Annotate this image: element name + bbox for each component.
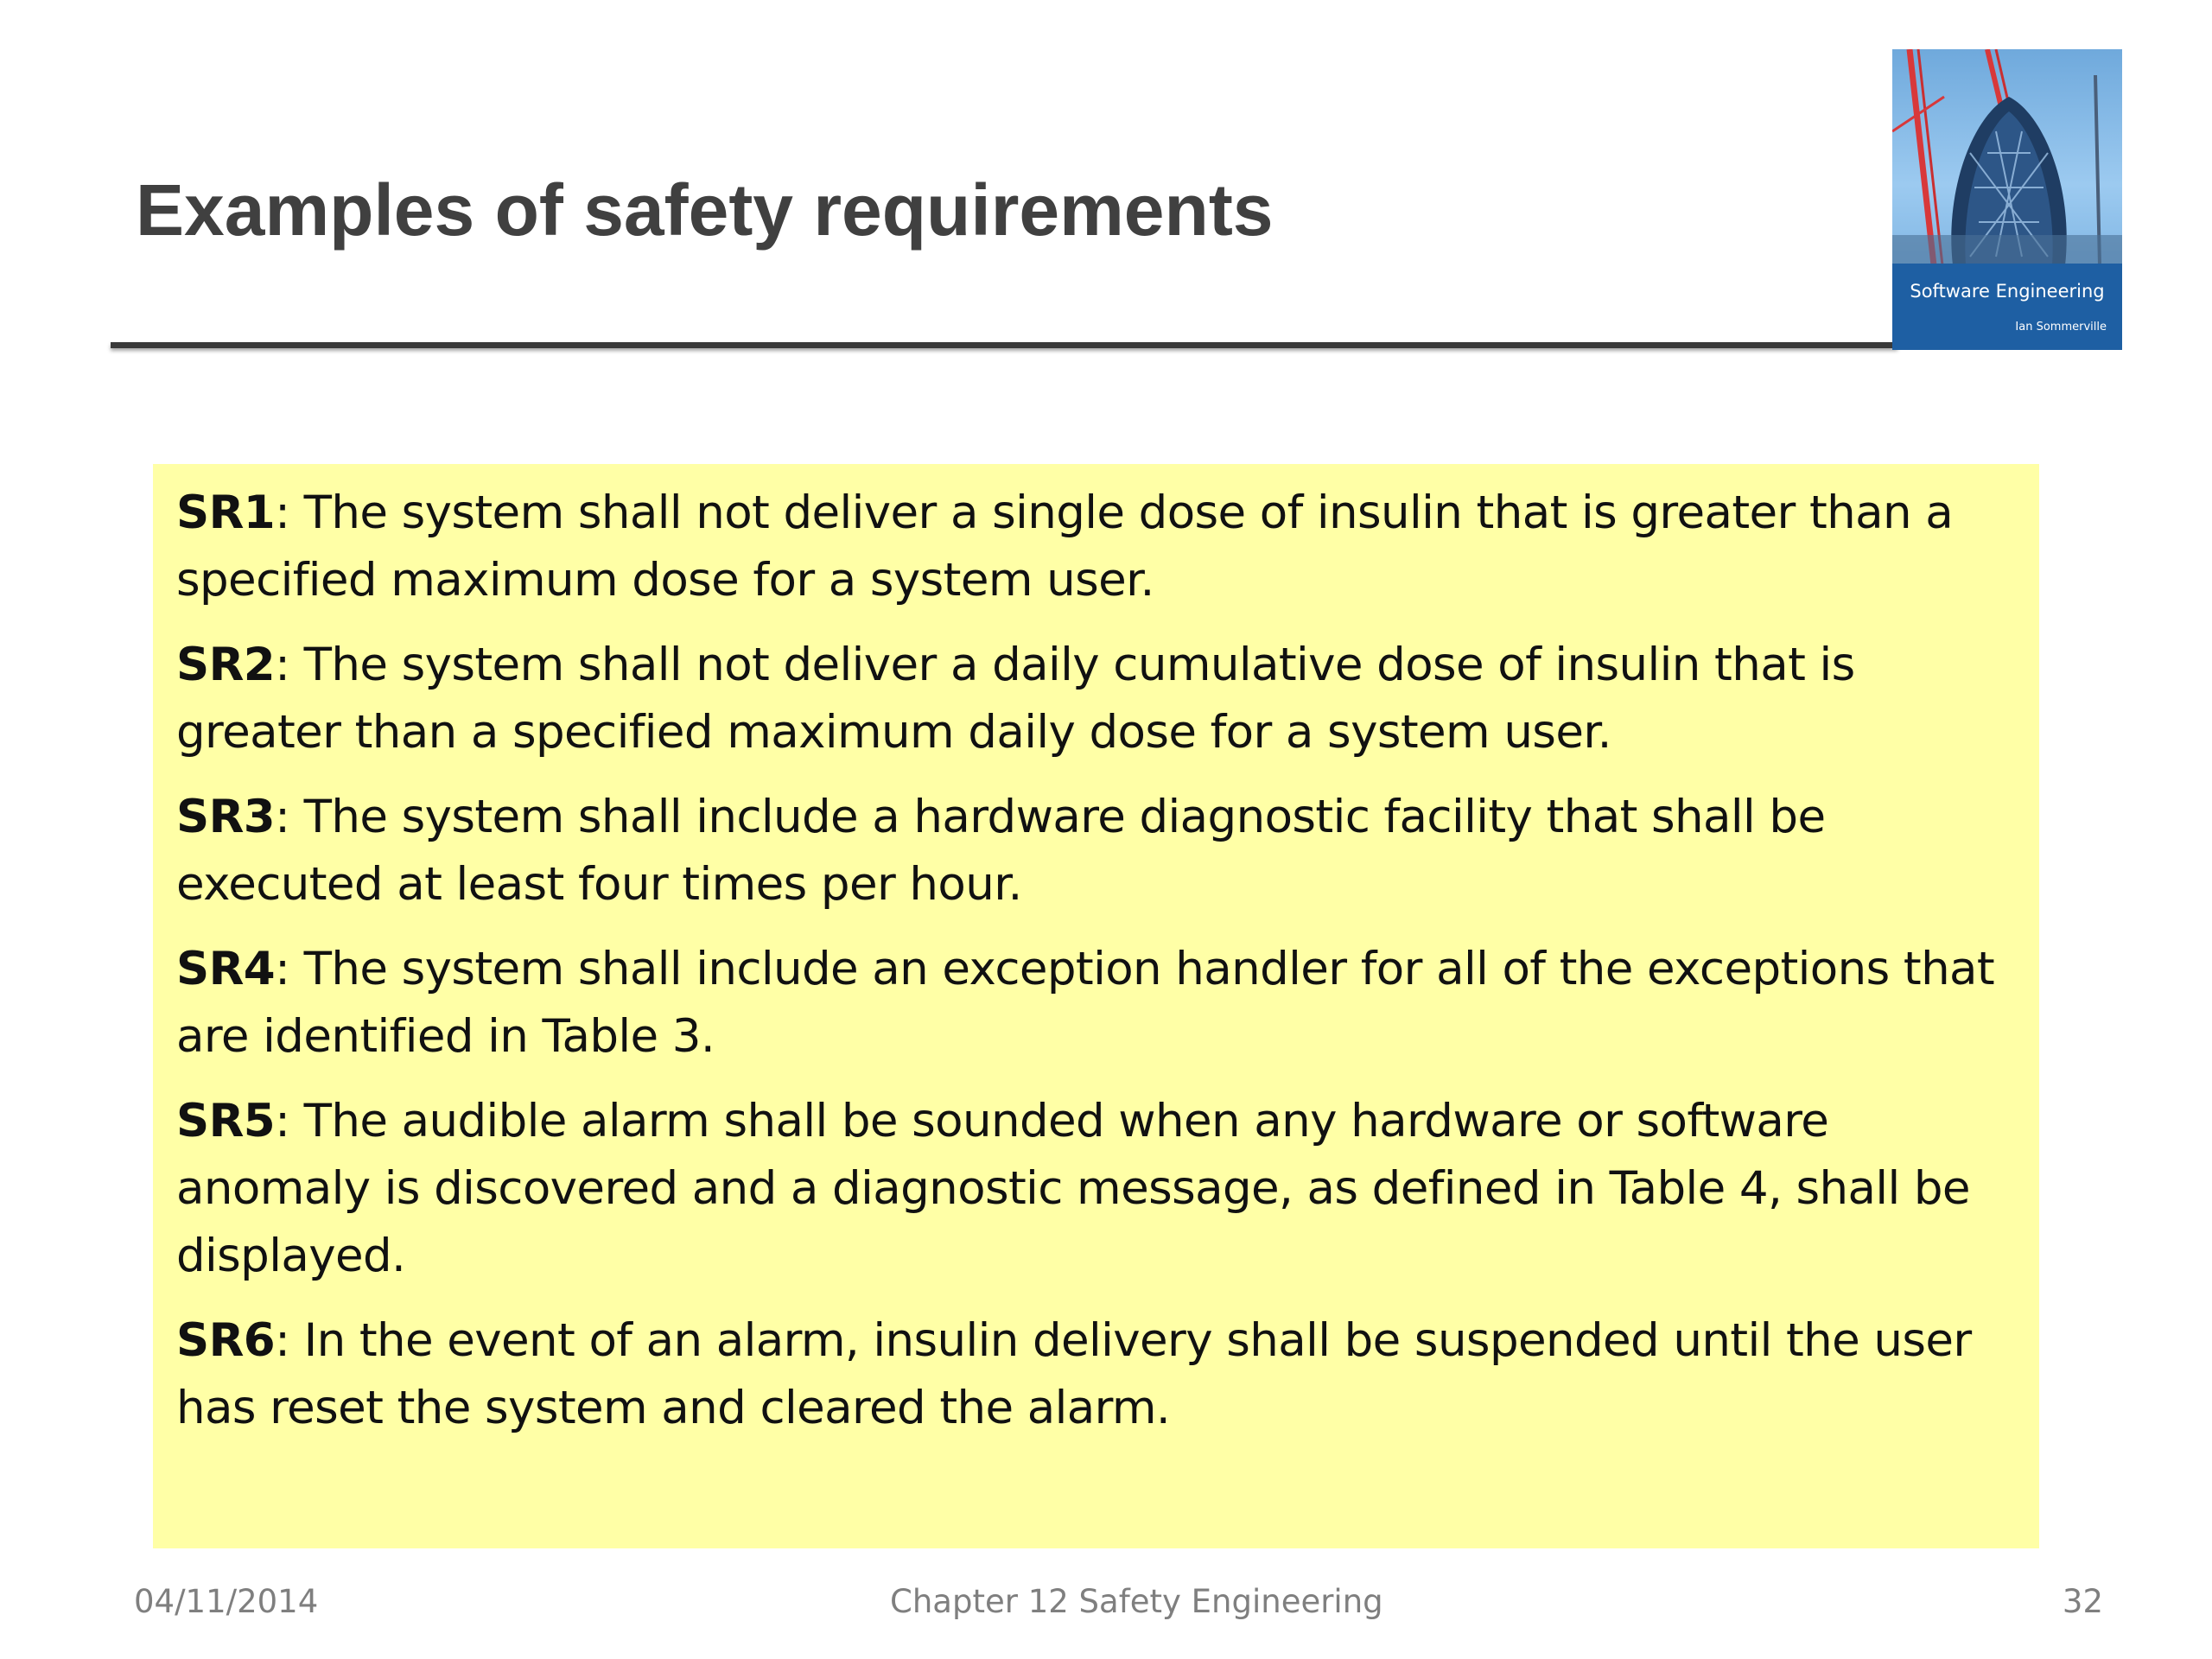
requirement-item xyxy=(176,936,2013,1071)
requirement-item xyxy=(176,784,2013,918)
footer-date: 04/11/2014 xyxy=(134,1583,319,1620)
requirements-box xyxy=(153,464,2039,1548)
requirement-id: SR1 xyxy=(176,486,276,539)
requirement-id: SR6 xyxy=(176,1314,276,1367)
slide-title: Examples of safety requirements xyxy=(136,169,1274,251)
requirement-text: : The system shall not deliver a daily cumulative dose of insulin that is greater than a specified maximum daily dose for a system user. xyxy=(176,639,1855,759)
requirement-item xyxy=(176,1088,2013,1290)
cover-title: Software Engineering xyxy=(1910,281,2105,302)
footer-chapter: Chapter 12 Safety Engineering xyxy=(890,1583,1383,1620)
book-cover-image xyxy=(1892,49,2122,350)
page-number: 32 xyxy=(2062,1583,2103,1620)
requirement-item xyxy=(176,632,2013,766)
requirement-item xyxy=(176,480,2013,614)
requirement-text: : The audible alarm shall be sounded when any hardware or software anomaly is discovered and a diagnostic message, as defined in Table 4, shall be displayed. xyxy=(176,1095,1970,1282)
cover-author: Ian Sommerville xyxy=(2015,321,2107,334)
cover-title-band xyxy=(1892,264,2122,350)
requirement-text: : The system shall include an exception handler for all of the exceptions that are identified in Table 3. xyxy=(176,943,1995,1063)
requirement-id: SR2 xyxy=(176,639,276,691)
requirement-text: : The system shall include a hardware diagnostic facility that shall be executed at least four times per hour. xyxy=(176,791,1826,911)
title-divider xyxy=(111,342,1897,348)
requirement-id: SR3 xyxy=(176,791,276,843)
requirement-item xyxy=(176,1307,2013,1442)
requirement-text: : The system shall not deliver a single dose of insulin that is greater than a specified maximum dose for a system user. xyxy=(176,486,1954,607)
requirement-text: : In the event of an alarm, insulin delivery shall be suspended until the user has reset the system and cleared the alarm. xyxy=(176,1314,1972,1434)
requirement-id: SR4 xyxy=(176,943,276,995)
requirement-id: SR5 xyxy=(176,1095,276,1147)
